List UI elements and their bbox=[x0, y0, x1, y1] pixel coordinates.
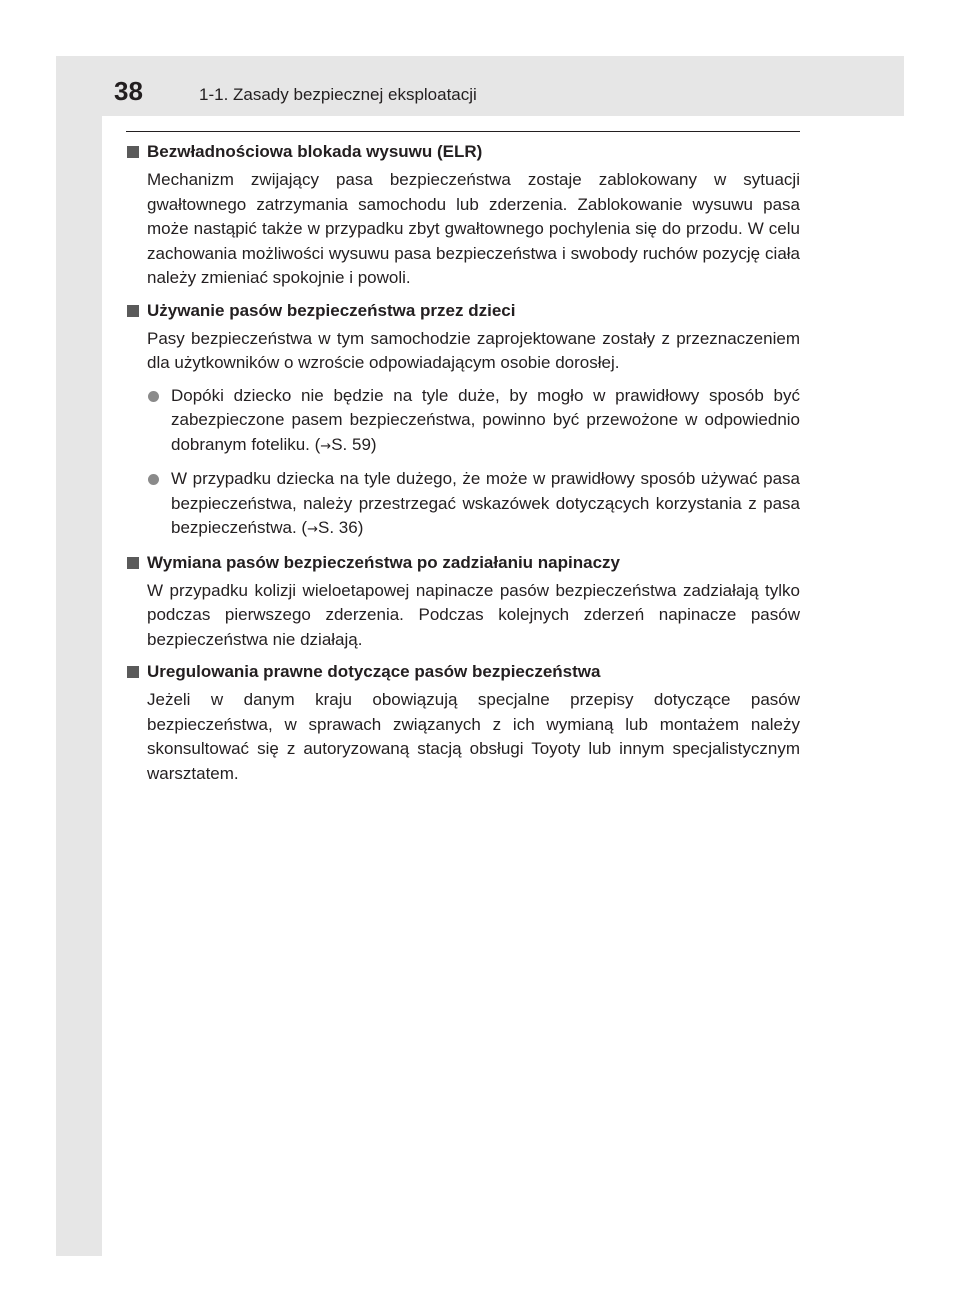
section-pretensioner-replacement bbox=[124, 551, 800, 653]
section-heading-text: Uregulowania prawne dotyczące pasów bezpieczeństwa bbox=[147, 662, 601, 681]
section-paragraph: Pasy bezpieczeństwa w tym samochodzie zaprojektowane zostały z przeznaczeniem dla użytkowników o wzroście odpowiadającym osobie dorosłej. bbox=[147, 328, 800, 372]
page-number: 38 bbox=[114, 76, 143, 106]
section-heading bbox=[124, 299, 800, 323]
section-paragraph: Jeżeli w danym kraju obowiązują specjalne przepisy dotyczące pasów bezpieczeństwa, w sprawach związanych z ich wymianą lub montażem należy skonsultować się z autoryzowaną stacją obsługi Toyoty lub innym specjalistycznym warsztatem. bbox=[147, 690, 800, 783]
page-side-band bbox=[56, 56, 102, 1256]
section-heading-text: Bezwładnościowa blokada wysuwu (ELR) bbox=[147, 142, 483, 161]
page-header-band bbox=[56, 56, 904, 116]
section-heading bbox=[124, 140, 800, 164]
section-paragraph: Mechanizm zwijający pasa bezpieczeństwa zostaje zablokowany w sytuacji gwałtownego zatrzymania samochodu lub zderzenia. Zablokowanie wysuwu pasa może nastąpić także w przypadku zbyt gwałtownego pochylenia się do przodu. W celu zachowania możliwości wysuwu pasa bezpieczeństwa i swobody ruchów pozycję ciała należy zmieniać spokojnie i powoli. bbox=[147, 170, 800, 287]
section-heading bbox=[124, 660, 800, 684]
square-bullet-icon bbox=[127, 557, 139, 569]
bullet-close: ) bbox=[370, 434, 377, 454]
section-paragraph: W przypadku kolizji wieloetapowej napinacze pasów bezpieczeństwa zadziałają tylko podczas pierwszego zderzenia. Podczas kolejnych zderzeń napinacze pasów bezpieczeństwa nie działają. bbox=[147, 580, 800, 649]
section-heading-text: Wymiana pasów bezpieczeństwa po zadziałaniu napinaczy bbox=[147, 552, 620, 572]
square-bullet-icon bbox=[127, 305, 139, 317]
bullet-text: W przypadku dziecka na tyle dużego, że może w prawidłowy sposób używać pasa bezpieczeństwa, należy przestrzegać wskazówek dotyczących korzystania z pasa bezpieczeństwa. ( bbox=[171, 469, 800, 537]
bullet-item bbox=[124, 384, 800, 460]
chapter-title: 1-1. Zasady bezpiecznej eksploatacji bbox=[199, 85, 477, 104]
section-heading-text: Używanie pasów bezpieczeństwa przez dzieci bbox=[147, 300, 516, 320]
page-reference-link[interactable]: S. 36 bbox=[317, 518, 358, 537]
header-divider bbox=[126, 131, 800, 132]
section-legal-regulations bbox=[124, 660, 800, 786]
bullet-close: ) bbox=[357, 518, 364, 537]
page-reference-link[interactable]: S. 59 bbox=[331, 434, 371, 454]
square-bullet-icon bbox=[127, 666, 139, 678]
square-bullet-icon bbox=[127, 146, 139, 158]
circle-bullet-icon bbox=[148, 391, 159, 402]
arrow-right-icon: → bbox=[320, 438, 332, 454]
bullet-item bbox=[124, 467, 800, 543]
section-heading bbox=[124, 551, 800, 575]
page-content bbox=[124, 140, 800, 794]
section-elr bbox=[124, 140, 800, 291]
bullet-text: Dopóki dziecko nie będzie na tyle duże, by mogło w prawidłowy sposób być zabezpieczone pasem bezpieczeństwa, powinno być przewożone w odpowiednio dobranym foteliku. ( bbox=[171, 385, 800, 454]
section-children bbox=[124, 299, 800, 543]
circle-bullet-icon bbox=[148, 474, 159, 485]
arrow-right-icon: → bbox=[307, 522, 318, 537]
